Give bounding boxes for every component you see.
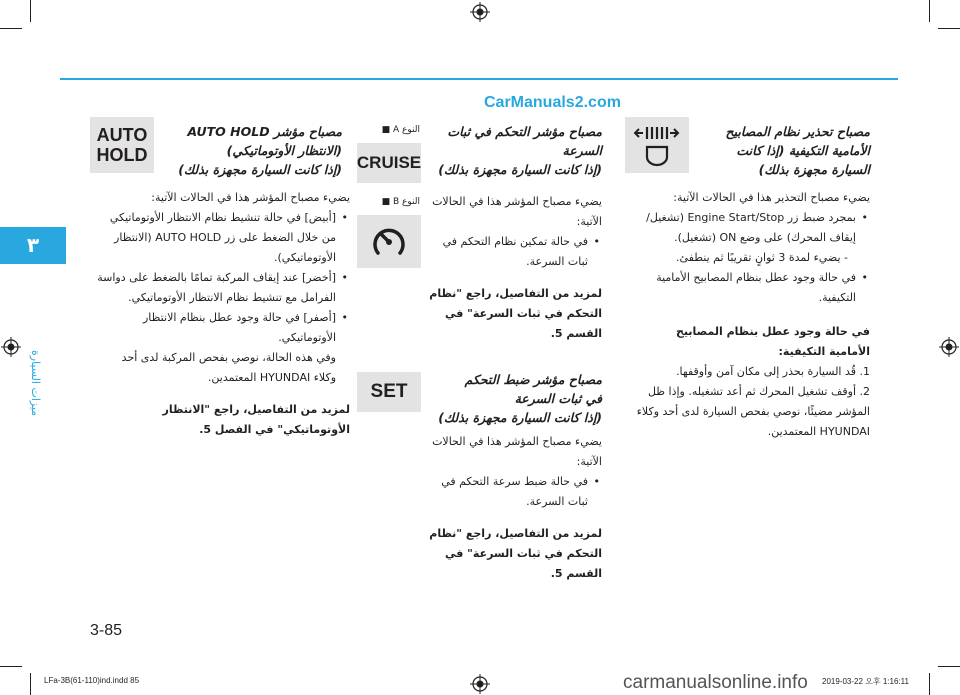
bullet-list (632, 268, 870, 308)
title-line: في ثبات السرعة (514, 391, 602, 406)
list-item: • في حالة تمكين نظام التحكم في ثبات السرعة. (428, 232, 588, 272)
title-line: مصباح مؤشر ضبط التحكم (464, 372, 602, 387)
bullet-list (632, 208, 870, 248)
afls-body (632, 188, 870, 442)
reference-note: لمزيد من التفاصيل، راجع "نظام التحكم في ثبات السرعة" في القسم 5. (429, 527, 602, 580)
title-line: (الانتظار الأوتوماتيكي) (226, 143, 342, 158)
auto-hold-icon-line1: AUTO (96, 125, 148, 145)
chapter-tab: ٣ (0, 227, 66, 264)
cruise-set-body (428, 432, 602, 584)
section-title (96, 122, 342, 179)
speedometer-icon (357, 215, 421, 268)
crop-mark (0, 666, 22, 667)
section-title (696, 122, 870, 179)
cruise-section (428, 122, 602, 179)
watermark[interactable]: CarManuals2.com (484, 94, 621, 111)
title-line: السرعة (562, 143, 602, 158)
afls-warning-icon (625, 117, 689, 173)
set-icon-text: SET (370, 381, 408, 402)
title-line: الأمامية التكيفية (إذا كانت (736, 143, 870, 158)
headlamp-glyph-icon (633, 123, 681, 167)
title-line: مصباح مؤشر AUTO HOLD (187, 124, 342, 139)
list-item: • في حالة وجود عطل بنظام المصابيح الأمامية التكيفية. (632, 268, 856, 308)
list-item: • [أصفر] في حالة وجود عطل بنظام الانتظار الأوتوماتيكي. (96, 308, 336, 348)
cruise-icon-text: CRUISE (356, 153, 422, 172)
auto-hold-section (96, 122, 342, 179)
bullet-list (428, 472, 602, 512)
body-text: وفي هذه الحالة، نوصي بفحص المركبة لدى أحد وكلاء HYUNDAI المعتمدين. (121, 351, 336, 384)
cruise-set-section (428, 370, 602, 427)
crop-mark (938, 28, 960, 29)
set-indicator-icon (357, 372, 421, 412)
chapter-title: ميزات السيارة (29, 349, 42, 416)
reference-note: لمزيد من التفاصيل، راجع "نظام التحكم في ثبات السرعة" في القسم 5. (429, 287, 602, 340)
footer-filename: LFa-3B(61-110)ind.indd 85 (44, 676, 140, 685)
bullet-list (428, 232, 602, 272)
step-item: 1. قُد السيارة بحذر إلى مكان آمن وأوقفها. (676, 365, 870, 378)
crop-mark (929, 0, 930, 22)
footer-timestamp: 2019-03-22 오후 1:16:11 (822, 677, 909, 686)
page-number: 3-85 (90, 622, 123, 639)
cruise-body (428, 192, 602, 344)
bullet-list (96, 208, 350, 348)
crop-mark (30, 673, 31, 695)
intro-text: يضيء مصباح المؤشر هذا في الحالات الآتية: (151, 191, 350, 204)
reference-note: لمزيد من التفاصيل، راجع "الانتظار الأوتوماتيكي" في الفصل 5. (162, 403, 350, 436)
auto-hold-body (96, 188, 350, 440)
auto-hold-icon-line2: HOLD (96, 145, 148, 165)
intro-text: يضيء مصباح المؤشر هذا في الحالات الآتية: (432, 435, 602, 468)
registration-mark-icon (470, 674, 490, 694)
list-item: • بمجرد ضبط زر Engine Start/Stop (تشغيل/إيقاف المحرك) على وضع ON (تشغيل). (632, 208, 856, 248)
section-title (428, 370, 602, 427)
title-line: (إذا كانت السيارة مجهزة بذلك) (178, 162, 342, 177)
title-line: مصباح تحذير نظام المصابيح (725, 124, 870, 139)
header-rule (60, 78, 898, 80)
crop-mark (938, 666, 960, 667)
section-title (428, 122, 602, 179)
sub-item: - يضيء لمدة 3 ثوانٍ تقريبًا ثم ينطفئ. (676, 251, 848, 264)
title-line: مصباح مؤشر التحكم في ثبات (447, 124, 602, 139)
registration-mark-icon (1, 337, 21, 357)
type-b-label: النوع B ■ (381, 197, 420, 207)
crop-mark (30, 0, 31, 22)
registration-mark-icon (470, 2, 490, 22)
list-item: • [أبيض] في حالة تنشيط نظام الانتظار الأوتوماتيكي من خلال الضغط على زر AUTO HOLD (الانتظار الأوتوماتيكي). (96, 208, 336, 268)
title-line: (إذا كانت السيارة مجهزة بذلك) (438, 162, 602, 177)
bottom-watermark[interactable]: carmanualsonline.info (623, 672, 808, 693)
list-item: • [أخضر] عند إيقاف المركبة تمامًا بالضغط على دواسة الفرامل مع تنشيط نظام الانتظار الأوتوماتيكي. (96, 268, 336, 308)
type-a-label: النوع A ■ (381, 125, 420, 135)
afls-section (696, 122, 870, 179)
title-line: السيارة مجهزة بذلك) (758, 162, 870, 177)
step-item: 2. أوقف تشغيل المحرك ثم أعد تشغيله. وإذا ظل المؤشر مضيئًا، نوصي بفحص السيارة لدى أحد وكلاء HYUNDAI المعتمدين. (636, 385, 870, 438)
crop-mark (0, 28, 22, 29)
section-heading: في حالة وجود عطل بنظام المصابيح الأمامية التكيفية: (675, 325, 870, 358)
cruise-indicator-icon (357, 143, 421, 183)
crop-mark (929, 673, 930, 695)
speedometer-glyph-icon (370, 223, 408, 261)
list-item: • في حالة ضبط سرعة التحكم في ثبات السرعة. (428, 472, 588, 512)
intro-text: يضيء مصباح المؤشر هذا في الحالات الآتية: (432, 195, 602, 228)
intro-text: يضيء مصباح التحذير هذا في الحالات الآتية: (673, 191, 870, 204)
registration-mark-icon (939, 337, 959, 357)
title-line: (إذا كانت السيارة مجهزة بذلك) (438, 410, 602, 425)
